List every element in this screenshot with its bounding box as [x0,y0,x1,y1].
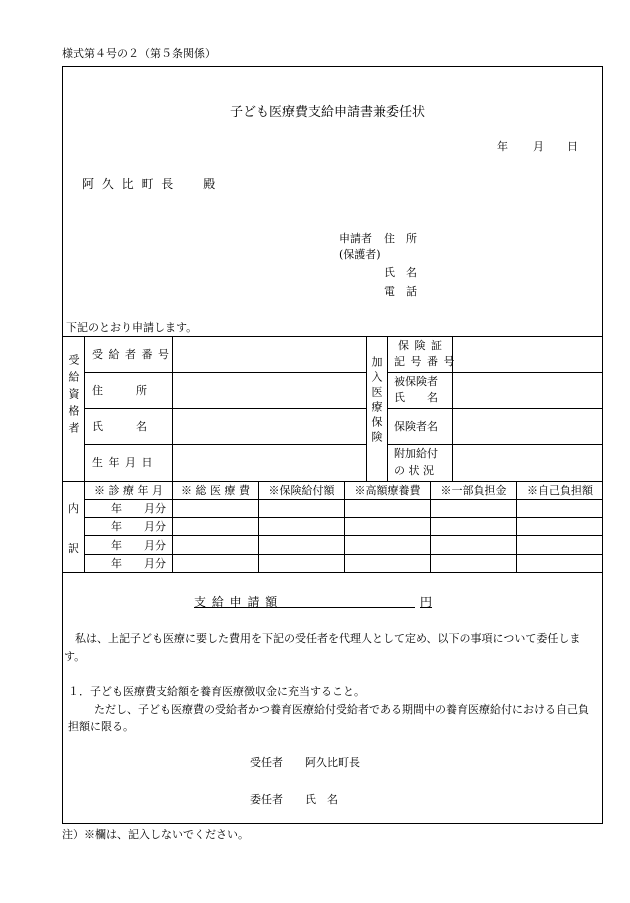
amount-field[interactable] [284,593,410,608]
delegation-text: 私は、上記子ども医療に要した費用を下記の受任者を代理人として定め、以下の事項について委任しま [64,632,581,645]
header-self-pay: ※自己負担額 [527,484,593,497]
form-title: 子ども医療費支給申請書兼委任状 [230,105,426,120]
applicant-phone-label: 電 話 [384,285,417,298]
delegator-name-label: 氏 名 [305,793,338,806]
additional-benefit-field[interactable] [453,445,602,480]
recipient-birthdate-label: 生 年 月 日 [92,456,154,469]
insured-name-label-1: 被保険者 [394,375,438,388]
insured-name-label-2: 氏 名 [394,391,438,404]
insurance-card-field[interactable] [453,337,602,371]
row3-month: 月分 [144,539,166,552]
delegator-label: 委任者 [250,793,283,806]
recipient-number-label: 受 給 者 番 号 [92,348,170,361]
insurance-card-label-1: 保 険 証 [398,339,443,352]
item-1-note: ただし、子ども医療費の受給者かつ養育医療給付受給者である期間中の養育医療給付における自己負 [94,703,589,716]
form-number: 様式第４号の２（第５条関係） [62,47,216,60]
header-insurance-benefit: ※保険給付額 [268,484,335,497]
recipient-name-field[interactable] [173,409,365,443]
delegate-value: 阿久比町長 [305,756,360,769]
applicant-address-label: 住 所 [384,232,417,245]
row3-year: 年 [111,539,122,552]
insurance-group-label: 加入医療保険 [370,356,383,446]
recipient-number-field[interactable] [173,337,365,371]
breakdown-label-bottom: 訳 [68,542,79,555]
recipient-name-label: 氏 名 [92,420,147,433]
insurer-name-label: 保険者名 [394,420,438,433]
applicant-label: 申請者 [339,232,372,245]
intro-text: 下記のとおり申請します。 [66,321,198,334]
applicant-name-label: 氏 名 [384,266,417,279]
breakdown-label-top: 内 [68,502,79,515]
additional-benefit-label-2: の 状 況 [394,464,434,477]
delegation-text-cont: す。 [64,650,86,663]
date-day: 日 [567,140,578,153]
insurance-card-label-2: 記 号 番 号 [394,355,456,368]
delegator-name-field[interactable] [350,790,500,808]
row2-month: 月分 [144,520,166,533]
header-treatment-month: ※ 診 療 年 月 [94,484,163,497]
recipient-birthdate-field[interactable] [173,445,365,480]
item-1-note-cont: 担額に限る。 [68,720,134,733]
row4-year: 年 [111,557,122,570]
header-high-cost-benefit: ※高額療養費 [354,484,421,497]
amount-label: 支 給 申 請 額 [194,595,279,609]
delegate-label: 受任者 [250,756,283,769]
insured-name-field[interactable] [453,373,602,407]
header-total-cost: ※ 総 医 療 費 [181,484,250,497]
guardian-label: (保護者) [339,248,381,261]
date-month: 月 [533,140,544,153]
date-year: 年 [497,140,508,153]
header-copayment: ※一部負担金 [440,484,507,497]
amount-unit: 円 [420,595,433,609]
recipient-address-label: 住 所 [92,384,147,397]
insurer-name-field[interactable] [453,409,602,443]
addressee: 阿 久 比 町 長 殿 [82,177,218,191]
row1-month: 月分 [144,502,166,515]
additional-benefit-label-1: 附加給付 [394,447,438,460]
recipient-group-label: 受給資格者 [67,354,80,439]
footnote: 注）※欄は、記入しないでください。 [62,828,249,841]
row4-month: 月分 [144,557,166,570]
row1-year: 年 [111,502,122,515]
item-1: １．子ども医療費支給額を養育医療徴収金に充当すること。 [68,685,365,698]
recipient-address-field[interactable] [173,373,365,407]
row2-year: 年 [111,520,122,533]
